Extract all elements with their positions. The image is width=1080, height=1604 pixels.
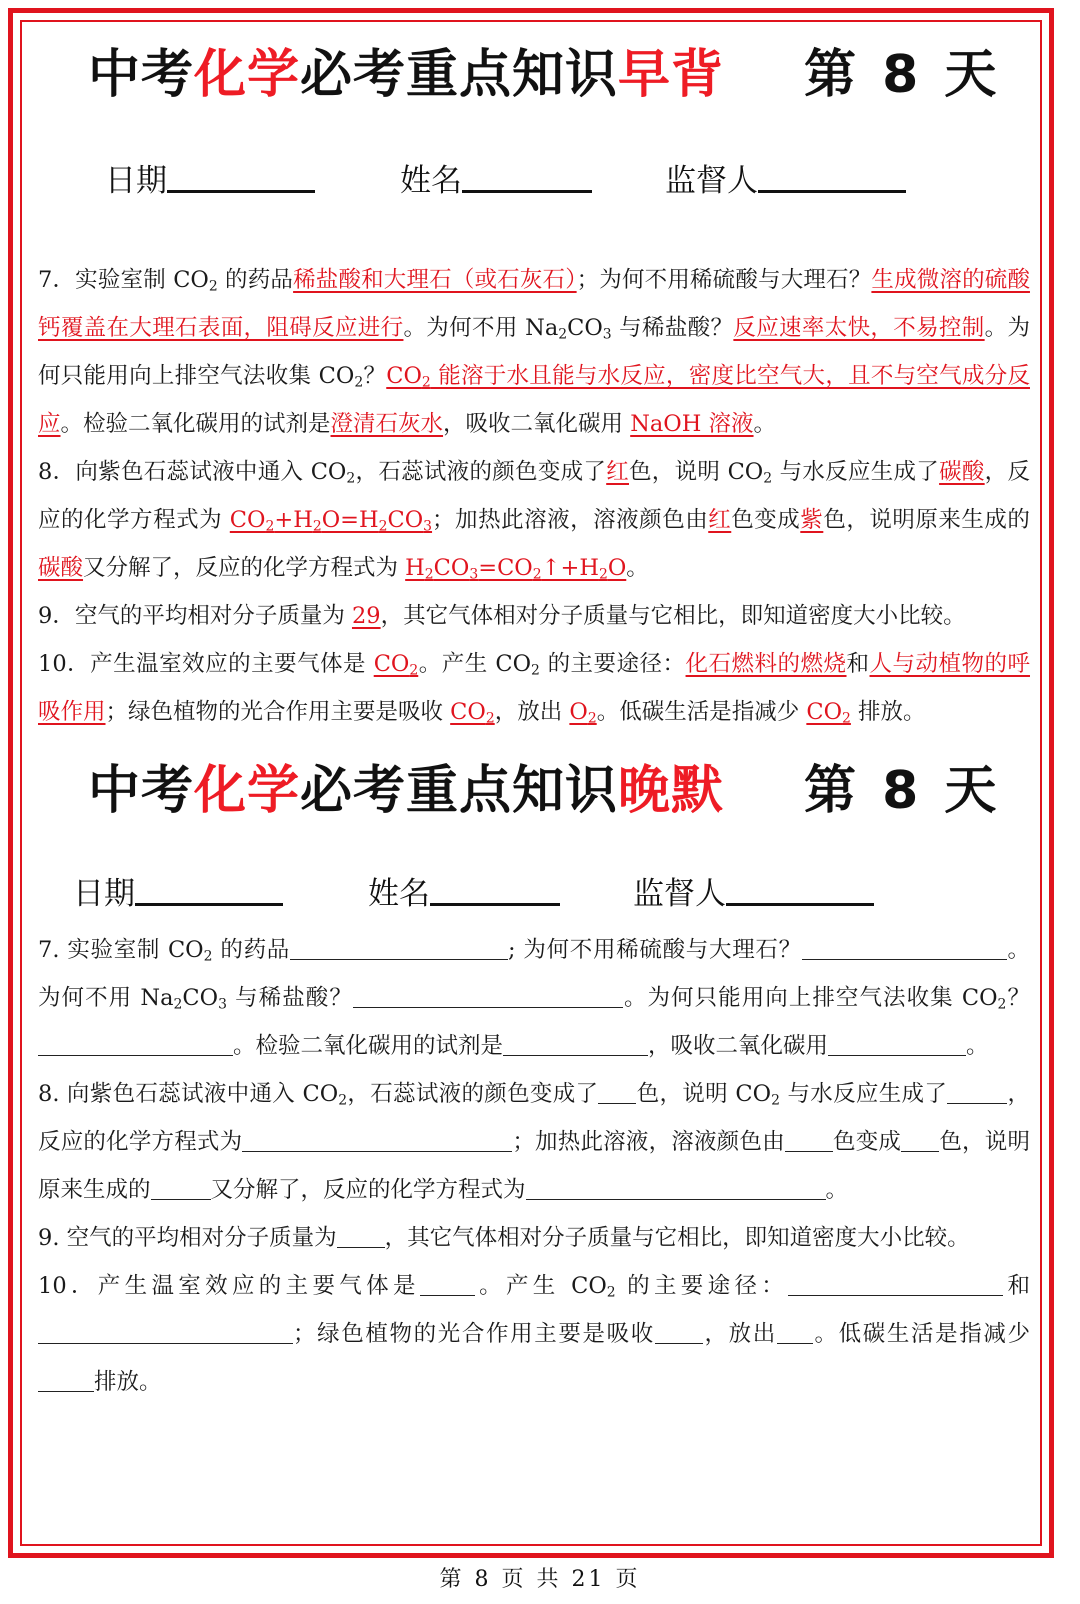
fill-blank[interactable]: [526, 1175, 826, 1200]
morning-info-row: [0, 154, 1080, 204]
answer: 稀盐酸和大理石（或石灰石）: [293, 267, 577, 293]
date-blank[interactable]: [167, 154, 315, 193]
supervisor-blank[interactable]: [758, 154, 906, 193]
answer: $O_2$: [569, 699, 597, 727]
answer: 人与动植物的呼吸作用: [38, 651, 1030, 725]
supervisor-field: [665, 154, 906, 206]
morning-day-label: 第 8 天: [804, 45, 1001, 105]
fill-blank[interactable]: [290, 935, 508, 960]
fill-blank[interactable]: [947, 1079, 1007, 1104]
title-part: 中考: [88, 45, 195, 105]
name-label: 姓名: [400, 163, 462, 199]
morning-q9: 9．空气的平均相对分子质量为 29，其它气体相对分子质量与它相比，即知道密度大小比较。: [38, 603, 966, 629]
evening-info-row: [0, 867, 1080, 917]
supervisor-label: 监督人: [665, 163, 758, 199]
fill-blank[interactable]: [38, 1031, 233, 1056]
morning-q10: 10．产生温室效应的主要气体是 $CO_2$。产生 $CO_2$ 的主要途径：化石燃料的燃烧和人与动植物的呼吸作用；绿色植物的光合作用主要是吸收 $CO_2$，放出 $O_2$。低碳生活是指减少 $CO_2$ 排放。: [38, 651, 1030, 727]
supervisor-label: 监督人: [633, 876, 726, 912]
fill-blank[interactable]: [337, 1223, 385, 1248]
answer: 碳酸: [939, 459, 985, 485]
answer: $CO_2$: [373, 651, 419, 679]
fill-blank[interactable]: [503, 1031, 648, 1056]
answer: 澄清石灰水: [330, 411, 444, 437]
name-field: [400, 154, 592, 206]
evening-q7: 7. 实验室制 $CO_2$ 的药品 ; 为何不用稀硫酸与大理石？ 。为何不用 $Na_2CO_3$ 与稀盐酸？ 。为何只能用向上排空气法收集 $CO_2$？。检验二氧化碳用的试剂是 ，吸收二氧化碳用 。: [38, 937, 1030, 1059]
title-highlight-subject: 化学: [194, 45, 301, 105]
answer: $CO_2$: [450, 699, 495, 727]
fill-blank[interactable]: [420, 1271, 475, 1296]
evening-q10: 10．产生温室效应的主要气体是 。产生 $CO_2$ 的主要途径： 和；绿色植物的光合作用主要是吸收 ，放出 。低碳生活是指减少排放。: [38, 1273, 1030, 1395]
fill-blank[interactable]: [828, 1031, 966, 1056]
date-field: [73, 867, 283, 919]
date-field: [105, 154, 315, 206]
morning-title: [88, 40, 724, 110]
morning-q8: 8．向紫色石蕊试液中通入 $CO_2$，石蕊试液的颜色变成了红色，说明 $CO_2$ 与水反应生成了碳酸，反应的化学方程式为 $CO_2+H_2O=H_2CO_3$；加热此溶液，溶液颜色由红色变成紫色，说明原来生成的碳酸又分解了，反应的化学方程式为 $H_2CO_3=CO_2↑+H_2O$。: [38, 459, 1030, 583]
morning-title-row: [0, 40, 1080, 110]
fill-blank[interactable]: [38, 1367, 94, 1392]
evening-day-label: 第 8 天: [804, 761, 1001, 821]
fill-blank[interactable]: [901, 1127, 939, 1152]
date-label: 日期: [105, 163, 167, 199]
answer-equation: $H_2CO_3=CO_2↑+H_2O$: [405, 555, 627, 583]
supervisor-field: [633, 867, 874, 919]
date-blank[interactable]: [135, 867, 283, 906]
fill-blank[interactable]: [242, 1127, 512, 1152]
fill-blank[interactable]: [785, 1127, 833, 1152]
answer: 化石燃料的燃烧: [685, 651, 847, 677]
evening-title-row: [0, 756, 1080, 826]
fill-blank[interactable]: [788, 1271, 1003, 1296]
fill-blank[interactable]: [353, 983, 623, 1008]
answer: NaOH 溶液: [630, 411, 754, 437]
answer: 碳酸: [38, 555, 84, 581]
date-label: 日期: [73, 876, 135, 912]
fill-blank[interactable]: [777, 1319, 813, 1344]
supervisor-blank[interactable]: [726, 867, 874, 906]
evening-content: [38, 926, 1030, 1406]
fill-blank[interactable]: [802, 935, 1007, 960]
title-highlight-subject: 化学: [194, 761, 301, 821]
page-footer: 第 8 页 共 21 页: [439, 1567, 641, 1592]
name-blank[interactable]: [430, 867, 560, 906]
fill-blank[interactable]: [38, 1319, 293, 1344]
answer-equation: $CO_2+H_2O=H_2CO_3$: [229, 507, 433, 535]
answer: 红: [708, 507, 732, 533]
title-part: 必考重点知识: [300, 761, 619, 821]
answer: 29: [351, 603, 381, 629]
title-part: 必考重点知识: [300, 45, 619, 105]
fill-blank[interactable]: [655, 1319, 703, 1344]
answer: 紫: [800, 507, 824, 533]
title-highlight-mode: 晚默: [618, 761, 725, 821]
answer: $CO_2$: [806, 699, 851, 727]
title-highlight-mode: 早背: [618, 45, 725, 105]
title-part: 中考: [88, 761, 195, 821]
answer: $CO_2$ 能溶于水且能与水反应，密度比空气大，且不与空气成分反应: [38, 363, 1030, 437]
answer: 反应速率太快，不易控制: [733, 315, 985, 341]
name-blank[interactable]: [462, 154, 592, 193]
answer: 生成微溶的硫酸钙覆盖在大理石表面，阻碍反应进行: [38, 267, 1030, 341]
name-field: [368, 867, 560, 919]
morning-q7: 7．实验室制 $CO_2$ 的药品稀盐酸和大理石（或石灰石）；为何不用稀硫酸与大理石？生成微溶的硫酸钙覆盖在大理石表面，阻碍反应进行。为何不用 $Na_2CO_3$ 与稀盐酸？反应速率太快，不易控制。为何只能用向上排空气法收集 $CO_2$？$CO_2$ 能溶于水且能与水反应，密度比空气大，且不与空气成分反应。检验二氧化碳用的试剂是澄清石灰水，吸收二氧化碳用 NaOH 溶液。: [38, 267, 1030, 437]
fill-blank[interactable]: [151, 1175, 211, 1200]
fill-blank[interactable]: [598, 1079, 636, 1104]
answer: 红: [606, 459, 629, 485]
evening-q8: 8. 向紫色石蕊试液中通入 $CO_2$，石蕊试液的颜色变成了 色，说明 $CO_2$ 与水反应生成了 ，反应的化学方程式为 ；加热此溶液，溶液颜色由 色变成 色，说明原来生成的 又分解了，反应的化学方程式为 。: [38, 1081, 1030, 1203]
morning-content: [38, 256, 1030, 736]
evening-title: [88, 756, 724, 826]
name-label: 姓名: [368, 876, 430, 912]
evening-q9: 9. 空气的平均相对分子质量为 ，其它气体相对分子质量与它相比，即知道密度大小比较。: [38, 1225, 970, 1251]
